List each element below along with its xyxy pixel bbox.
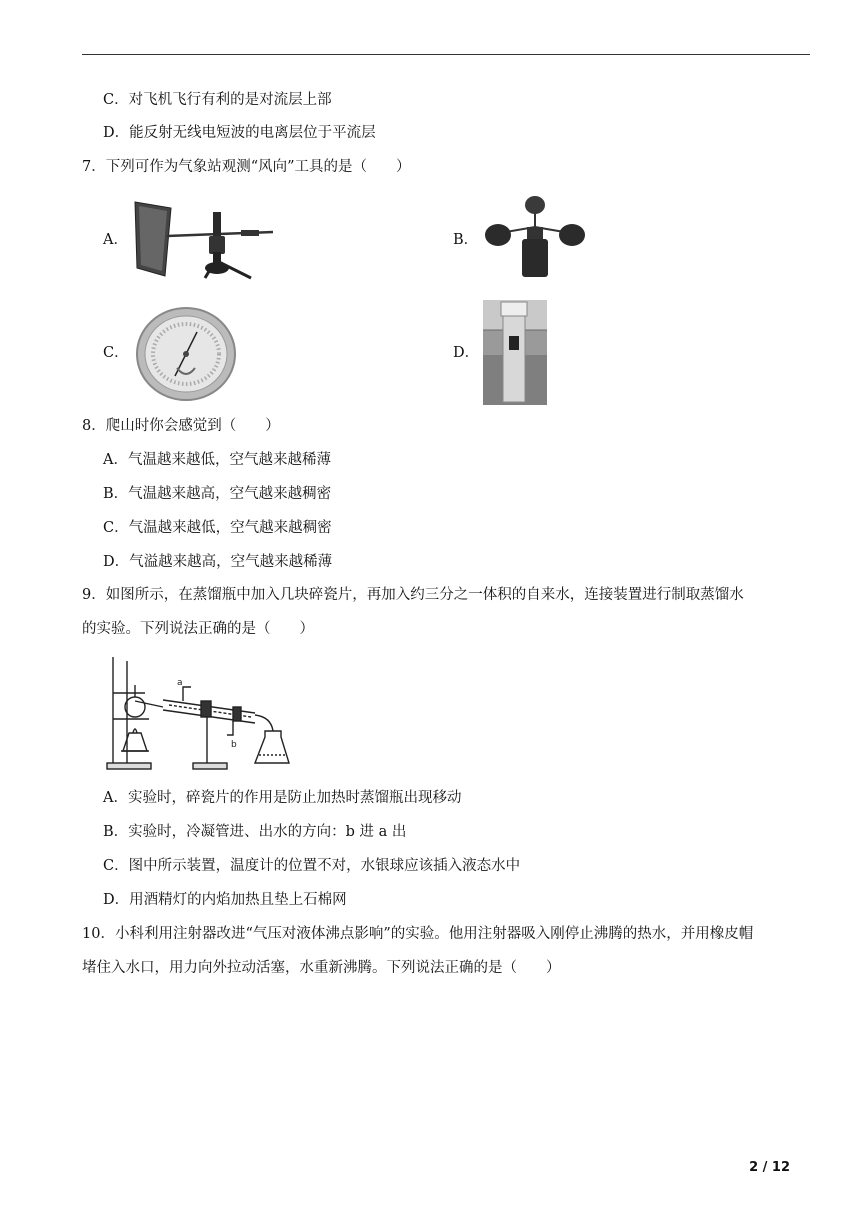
q10-stem-line2: 堵住入水口，用力向外拉动活塞，水重新沸腾。下列说法正确的是（ ） bbox=[82, 960, 561, 976]
q9-option-b: B．实验时，冷凝管进、出水的方向：b 进 a 出 bbox=[103, 824, 407, 840]
q9-stem-line2: 的实验。下列说法正确的是（ ） bbox=[82, 621, 314, 637]
q7-option-a-label: A． bbox=[103, 232, 128, 248]
q8-stem: 8．爬山时你会感觉到（ ） bbox=[82, 418, 280, 434]
anemometer-icon bbox=[484, 193, 586, 279]
q8-option-a: A．气温越来越低，空气越来越稀薄 bbox=[103, 452, 331, 468]
distillation-apparatus-diagram bbox=[105, 655, 295, 773]
q9-stem-line1: 9．如图所示，在蒸馏瓶中加入几块碎瓷片，再加入约三分之一体积的自来水，连接装置进行制取蒸馏水 bbox=[82, 587, 744, 603]
q7-option-c-label: C． bbox=[103, 345, 129, 361]
q6-option-c: C．对飞机飞行有利的是对流层上部 bbox=[103, 92, 332, 108]
q9-option-a: A．实验时，碎瓷片的作用是防止加热时蒸馏瓶出现移动 bbox=[103, 790, 462, 806]
header-rule bbox=[82, 54, 810, 55]
condenser-label-a: a bbox=[177, 678, 183, 688]
q8-option-c: C．气温越来越低，空气越来越稠密 bbox=[103, 520, 332, 536]
barometer-icon bbox=[135, 306, 237, 402]
q7-stem: 7．下列可作为气象站观测“风向”工具的是（ ） bbox=[82, 159, 411, 175]
rain-gauge-icon bbox=[483, 300, 547, 405]
q9-option-c: C．图中所示装置，温度计的位置不对，水银球应该插入液态水中 bbox=[103, 858, 521, 874]
condenser-label-b: b bbox=[231, 740, 237, 750]
q7-option-b-label: B． bbox=[453, 232, 479, 248]
q8-option-d: D．气溢越来越高，空气越来越稀薄 bbox=[103, 554, 333, 570]
q7-option-d-label: D． bbox=[453, 345, 480, 361]
wind-vane-icon bbox=[133, 198, 278, 280]
page-number: 2 / 12 bbox=[749, 1160, 790, 1175]
q10-stem-line1: 10．小科利用注射器改进“气压对液体沸点影响”的实验。他用注射器吸入刚停止沸腾的热水，并用橡皮帽 bbox=[82, 926, 754, 942]
q8-option-b: B．气温越来越高，空气越来越稠密 bbox=[103, 486, 332, 502]
q6-option-d: D．能反射无线电短波的电离层位于平流层 bbox=[103, 125, 376, 141]
q9-option-d: D．用酒精灯的内焰加热且垫上石棉网 bbox=[103, 892, 347, 908]
